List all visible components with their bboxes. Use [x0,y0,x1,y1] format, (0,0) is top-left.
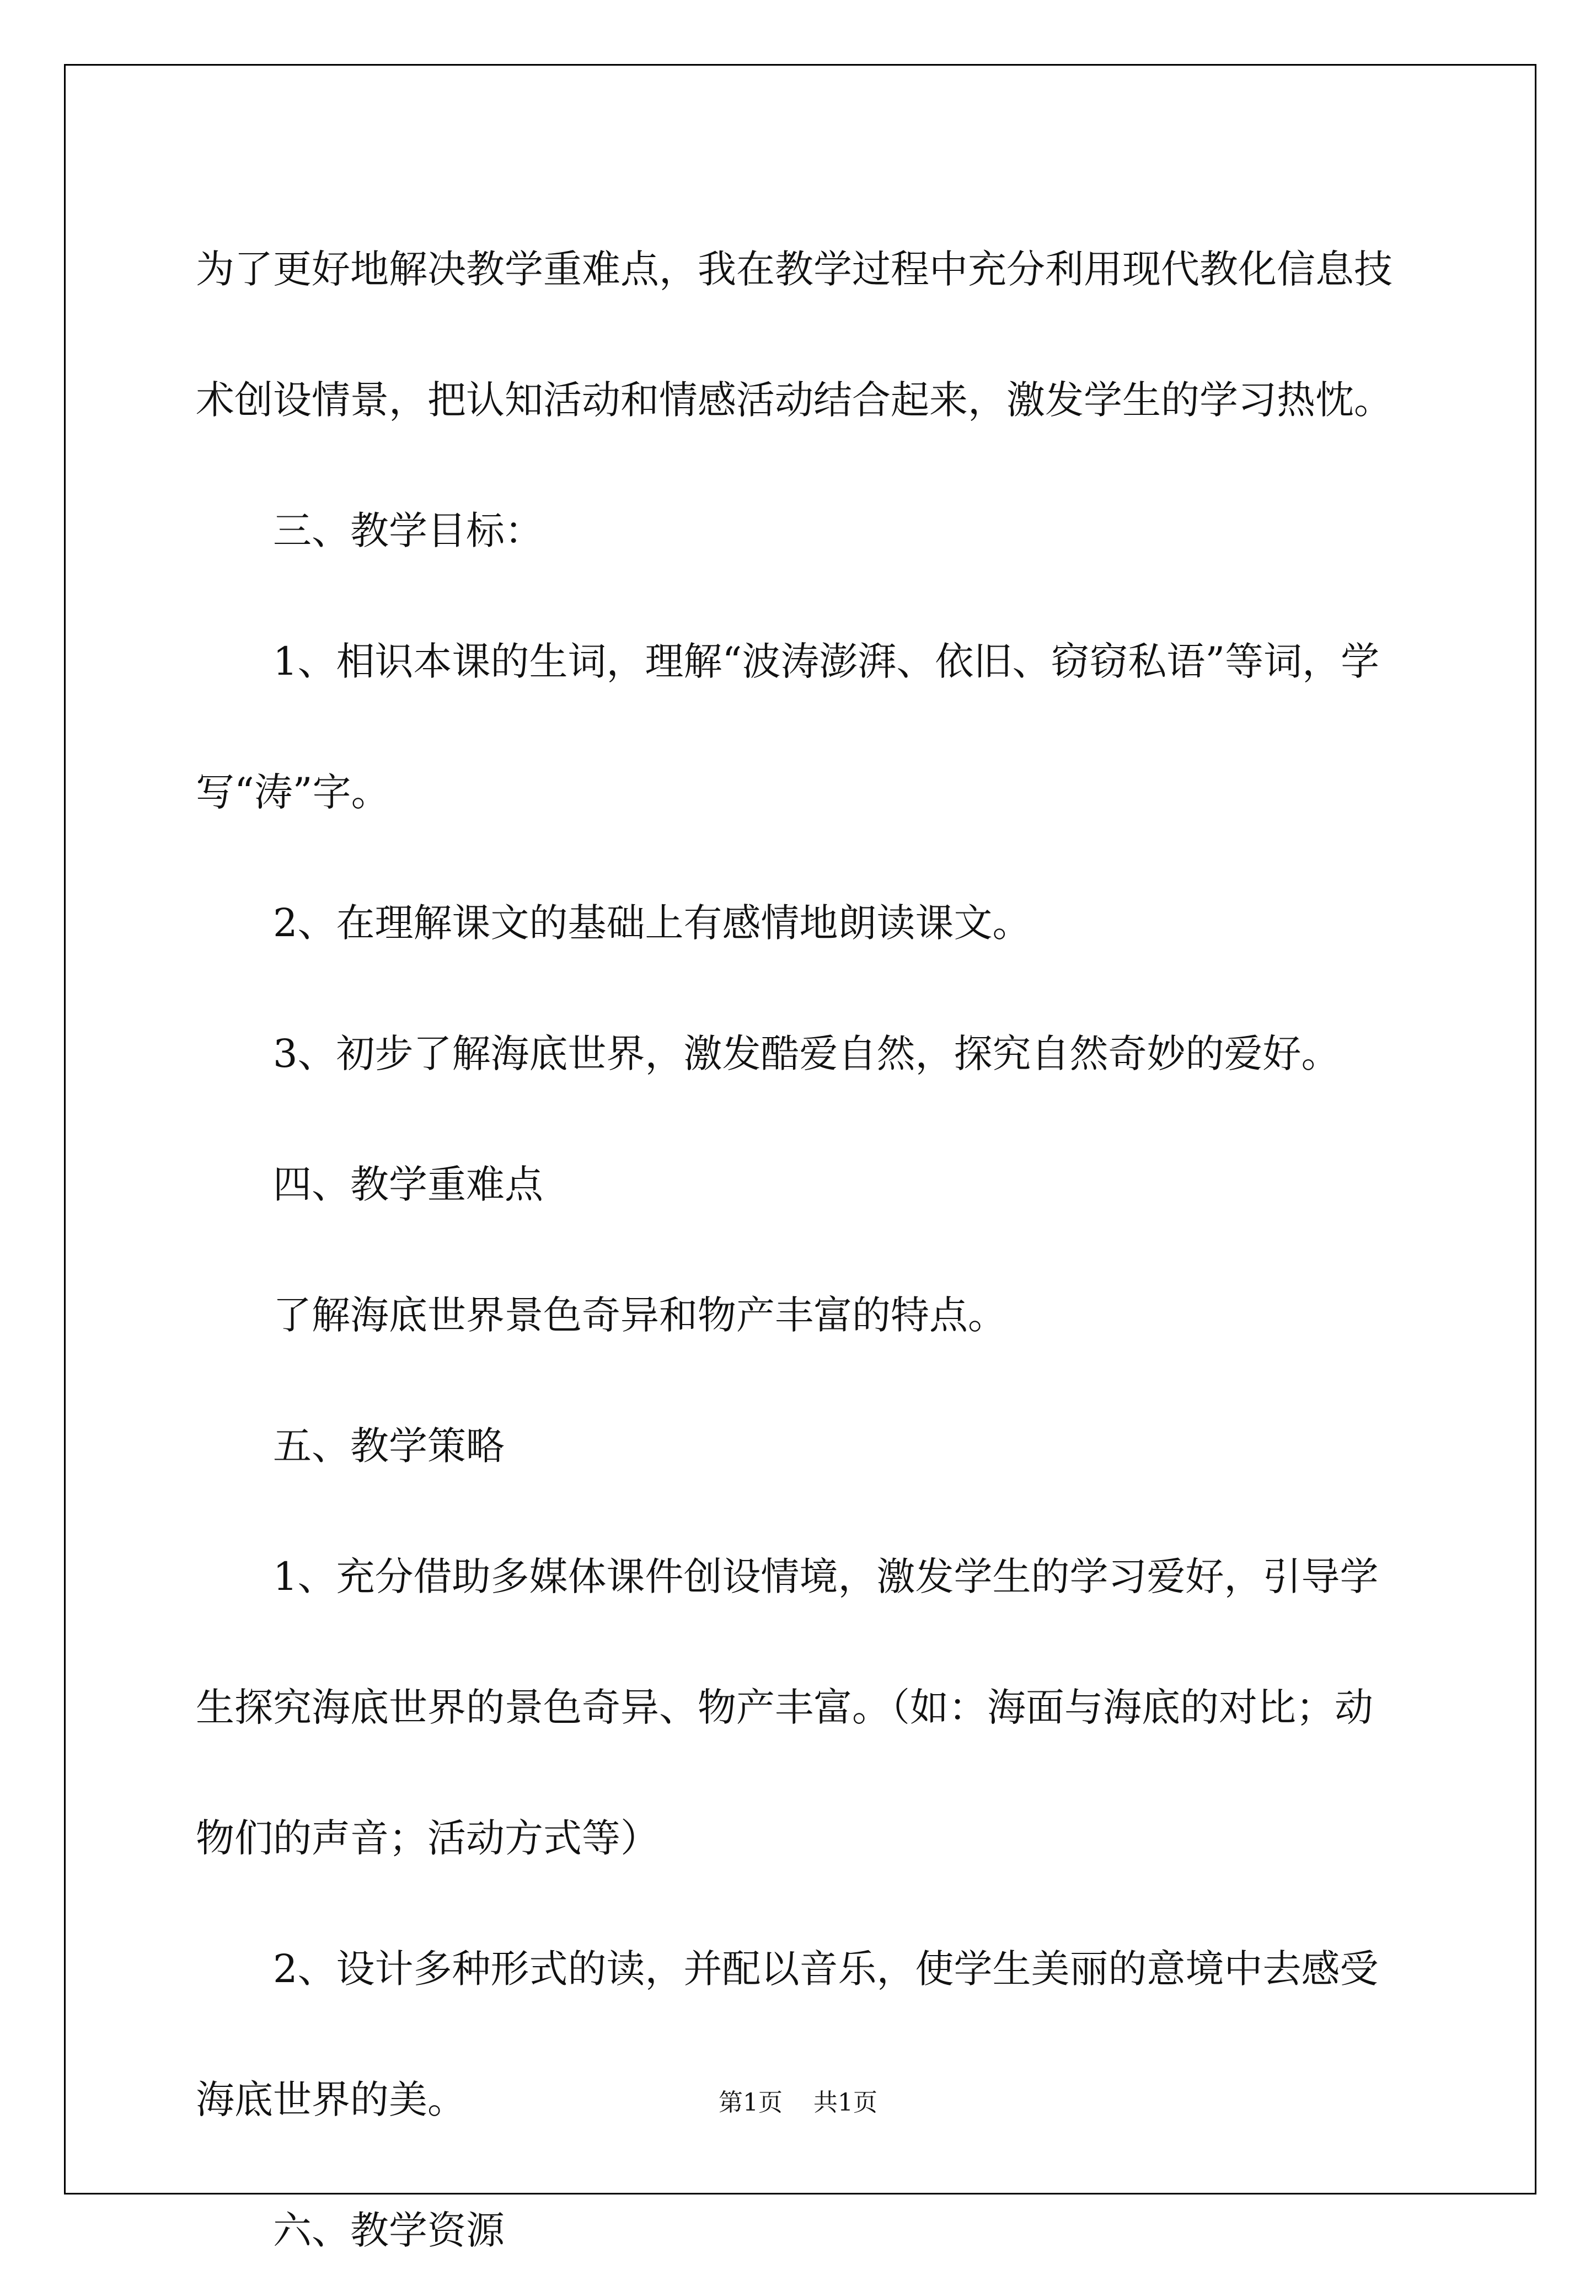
goal-item-1: 1、相识本课的生词，理解“波涛澎湃、依旧、窃窃私语”等词，学写“涛”字。 [196,639,1380,815]
heading-teaching-goals: 三、教学目标： [273,508,543,553]
page-number-footer: 第1页 共1页 [719,2089,877,2117]
goal-item-3: 3、初步了解海底世界，激发酷爱自然，探究自然奇妙的爱好。 [273,1031,1340,1076]
heading-teaching-resources: 六、教学资源 [273,2208,505,2253]
strategy-item-2: 2、设计多种形式的读，并配以音乐，使学生美丽的意境中去感受海底世界的美。 [196,1946,1379,2122]
goal-item-2: 2、在理解课文的基础上有感情地朗读课文。 [273,900,1031,946]
heading-teaching-strategy: 五、教学策略 [273,1423,505,1469]
paragraph-intro: 为了更好地解决教学重难点，我在教学过程中充分利用现代教化信息技术创设情景，把认知活动和情感活动结合起来，激发学生的学习热忱。 [196,247,1393,423]
key-difficulties-text: 了解海底世界景色奇异和物产丰富的特点。 [273,1293,1006,1338]
strategy-item-1: 1、充分借助多媒体课件创设情境，激发学生的学习爱好，引导学生探究海底世界的景色奇异、物产丰富。（如：海面与海底的对比；动物们的声音；活动方式等） [196,1554,1379,1861]
document-body [196,204,1409,2296]
heading-key-difficulties: 四、教学重难点 [273,1162,543,1207]
